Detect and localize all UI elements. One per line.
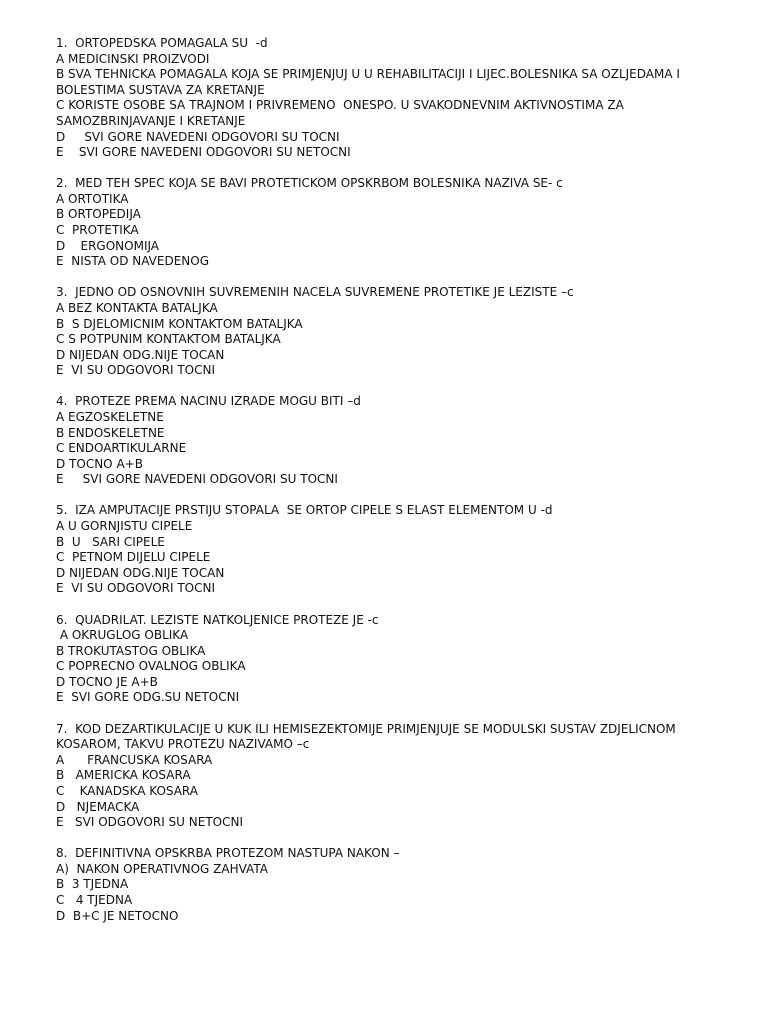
question-5 [56,503,746,597]
answer-option: C S POTPUNIM KONTAKTOM BATALJKA [56,332,281,347]
answer-option: A BEZ KONTAKTA BATALJKA [56,300,218,315]
answer-option: D SVI GORE NAVEDENI ODGOVORI SU TOCNI [56,129,340,144]
answer-option: D TOCNO A+B [56,456,143,471]
answer-option-continued: SAMOZBRINJAVANJE I KRETANJE [56,113,246,128]
question-7-text-continued: KOSAROM, TAKVU PROTEZU NAZIVAMO –c [56,737,310,752]
answer-option: E NISTA OD NAVEDENOG [56,254,210,269]
answer-option: A FRANCUSKA KOSARA [56,752,213,767]
question-8-text: 8. DEFINITIVNA OPSKRBA PROTEZOM NASTUPA NAKON – [56,846,400,861]
answer-option: B ORTOPEDIJA [56,207,141,222]
answer-option: C KANADSKA KOSARA [56,783,198,798]
answer-option: C PROTETIKA [56,223,139,238]
question-2-text: 2. MED TEH SPEC KOJA SE BAVI PROTETICKOM OPSKRBOM BOLESNIKA NAZIVA SE- c [56,176,563,191]
answer-option: B AMERICKA KOSARA [56,768,191,783]
answer-option: B S DJELOMICNIM KONTAKTOM BATALJKA [56,316,303,331]
answer-option: A MEDICINSKI PROIZVODI [56,51,210,66]
question-6 [56,613,746,707]
answer-option: C KORISTE OSOBE SA TRAJNOM I PRIVREMENO ONESPO. U SVAKODNEVNIM AKTIVNOSTIMA ZA [56,98,624,113]
question-6-text: 6. QUADRILAT. LEZISTE NATKOLJENICE PROTEZE JE -c [56,612,379,627]
answer-option: B U SARI CIPELE [56,534,165,549]
answer-option: B ENDOSKELETNE [56,425,165,440]
question-3-text: 3. JEDNO OD OSNOVNIH SUVREMENIH NACELA SUVREMENE PROTETIKE JE LEZISTE –c [56,285,574,300]
answer-option: C 4 TJEDNA [56,893,133,907]
question-4-text: 4. PROTEZE PREMA NACINU IZRADE MOGU BITI –d [56,394,361,409]
answer-option: E SVI GORE ODG.SU NETOCNI [56,690,240,705]
answer-option: D TOCNO JE A+B [56,674,158,689]
question-8 [56,846,746,924]
answer-option: D NIJEDAN ODG.NIJE TOCAN [56,347,225,362]
answer-option: E SVI GORE NAVEDENI ODGOVORI SU NETOCNI [56,145,351,160]
answer-option: D NJEMACKA [56,799,140,814]
answer-option-continued: BOLESTIMA SUSTAVA ZA KRETANJE [56,82,265,97]
question-2 [56,176,746,270]
question-4 [56,394,746,488]
question-7-text: 7. KOD DEZARTIKULACIJE U KUK ILI HEMISEZEKTOMIJE PRIMJENJUJE SE MODULSKI SUSTAV ZDJELICNOM [56,721,676,736]
answer-option: E SVI ODGOVORI SU NETOCNI [56,815,244,830]
answer-option: E VI SU ODGOVORI TOCNI [56,581,216,596]
document-body [56,36,746,940]
answer-option: D B+C JE NETOCNO [56,908,179,923]
answer-option: B TROKUTASTOG OBLIKA [56,643,206,658]
answer-option: A ORTOTIKA [56,191,129,206]
question-3 [56,285,746,379]
question-5-text: 5. IZA AMPUTACIJE PRSTIJU STOPALA SE ORTOP CIPELE S ELAST ELEMENTOM U -d [56,503,553,518]
answer-option: E VI SU ODGOVORI TOCNI [56,363,216,378]
answer-option: A) NAKON OPERATIVNOG ZAHVATA [56,861,268,876]
answer-option: D NIJEDAN ODG.NIJE TOCAN [56,565,225,580]
answer-option: A OKRUGLOG OBLIKA [56,628,189,643]
answer-option: A EGZOSKELETNE [56,409,164,424]
answer-option: E SVI GORE NAVEDENI ODGOVORI SU TOCNI [56,472,338,487]
answer-option: C POPRECNO OVALNOG OBLIKA [56,659,246,674]
answer-option: B 3 TJEDNA [56,877,129,892]
answer-option: C PETNOM DIJELU CIPELE [56,550,211,565]
answer-option: D ERGONOMIJA [56,238,160,253]
answer-option: B SVA TEHNICKA POMAGALA KOJA SE PRIMJENJUJ U U REHABILITACIJI I LIJEC.BOLESNIKA SA OZLJEDAMA I [56,67,680,82]
answer-option: C ENDOARTIKULARNE [56,441,187,456]
question-1-text: 1. ORTOPEDSKA POMAGALA SU -d [56,36,268,50]
question-7 [56,722,746,831]
answer-option: A U GORNJISTU CIPELE [56,519,193,534]
question-1 [56,36,746,161]
